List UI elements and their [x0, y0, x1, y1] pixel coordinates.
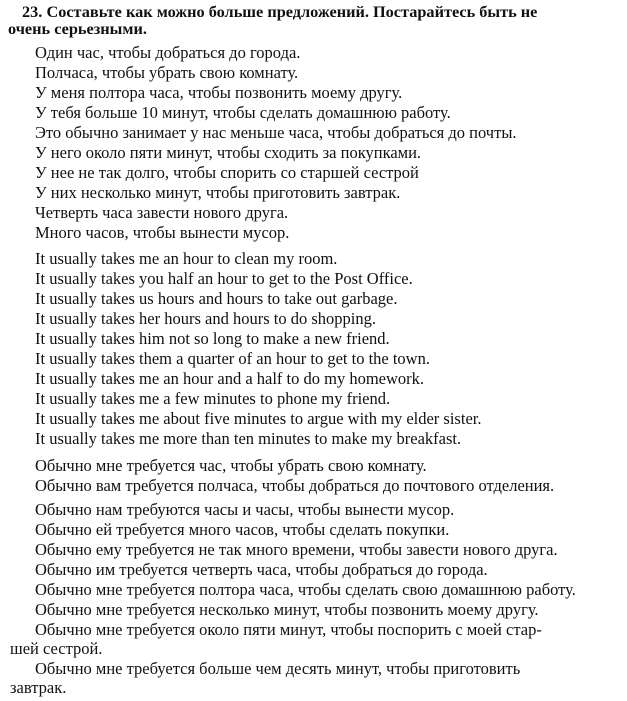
english-sentence: It usually takes me about five minutes to argue with my elder sister. — [35, 409, 482, 428]
english-sentence: It usually takes us hours and hours to take out garbage. — [35, 289, 398, 308]
prompt-line: У нее не так долго, чтобы спорить со старшей сестрой — [35, 163, 419, 182]
english-sentence: It usually takes me an hour and a half to do my homework. — [35, 369, 425, 388]
translation-line: Обычно им требуется четверть часа, чтобы добраться до города. — [35, 560, 488, 579]
translation-wrapped-line1: Обычно мне требуется около пяти минут, чтобы поспорить с моей стар- — [35, 620, 542, 639]
prompt-line: Один час, чтобы добраться до города. — [35, 43, 301, 62]
english-sentence: It usually takes me more than ten minutes to make my breakfast. — [35, 429, 462, 448]
translation-line: Обычно мне требуется час, чтобы убрать свою комнату. — [35, 456, 427, 475]
translation-line: Обычно вам требуется полчаса, чтобы добраться до почтового отделения. — [35, 476, 555, 495]
prompt-line: У них несколько минут, чтобы приготовить завтрак. — [35, 183, 401, 202]
exercise-number: 23. — [22, 2, 43, 21]
english-sentence: It usually takes you half an hour to get to the Post Office. — [35, 269, 413, 288]
english-sentence: It usually takes him not so long to make a new friend. — [35, 329, 390, 348]
english-sentence: It usually takes her hours and hours to do shopping. — [35, 309, 376, 328]
english-sentence: It usually takes me a few minutes to phone my friend. — [35, 389, 391, 408]
exercise-heading — [8, 3, 618, 37]
translation-line: Обычно ему требуется не так много времени, чтобы завести нового друга. — [35, 540, 558, 559]
translation-wrapped-line2: шей сестрой. — [10, 639, 103, 658]
prompt-line: Полчаса, чтобы убрать свою комнату. — [35, 63, 299, 82]
english-sentence: It usually takes me an hour to clean my room. — [35, 249, 338, 268]
prompt-line: Это обычно занимает у нас меньше часа, чтобы добраться до почты. — [35, 123, 517, 142]
exercise-title-line2: очень серьезными. — [8, 19, 147, 38]
prompt-line: У меня полтора часа, чтобы позвонить моему другу. — [35, 83, 403, 102]
translation-line: Обычно мне требуется несколько минут, чтобы позвонить моему другу. — [35, 600, 539, 619]
prompt-line: Четверть часа завести нового друга. — [35, 203, 289, 222]
translation-wrapped-line1: Обычно мне требуется больше чем десять минут, чтобы приготовить — [35, 659, 521, 678]
prompt-line: Много часов, чтобы вынести мусор. — [35, 223, 290, 242]
translation-line: Обычно нам требуются часы и часы, чтобы вынести мусор. — [35, 500, 455, 519]
translation-wrapped-line2: завтрак. — [10, 678, 67, 697]
prompt-line: У тебя больше 10 минут, чтобы сделать домашнюю работу. — [35, 103, 451, 122]
exercise-title-line1: Составьте как можно больше предложений. Постарайтесь быть не — [46, 2, 538, 21]
prompt-line: У него около пяти минут, чтобы сходить за покупками. — [35, 143, 422, 162]
english-sentence: It usually takes them a quarter of an hour to get to the town. — [35, 349, 430, 368]
translation-line: Обычно ей требуется много часов, чтобы сделать покупки. — [35, 520, 450, 539]
translation-line: Обычно мне требуется полтора часа, чтобы сделать свою домашнюю работу. — [35, 580, 576, 599]
